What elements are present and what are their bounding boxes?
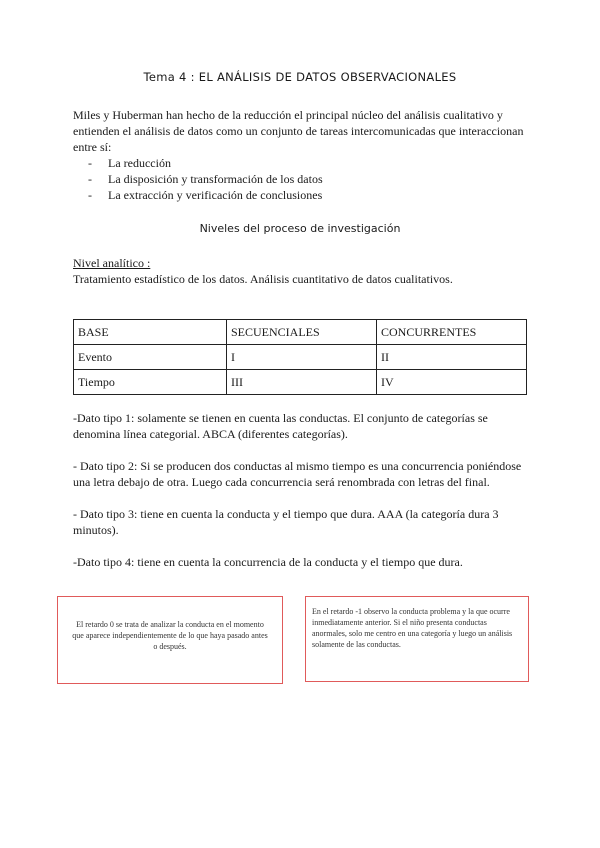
table-header-cell: BASE	[74, 320, 227, 345]
table-row	[74, 370, 527, 395]
intro-paragraph: Miles y Huberman han hecho de la reducción el principal núcleo del análisis cualitativo y entienden el análisis de datos como un conjunto de tareas intercomunicadas que interaccionan entre sí:	[73, 108, 524, 154]
note-box-retardo-0	[57, 596, 283, 684]
nivel-heading: Nivel analítico :	[73, 256, 151, 270]
list-dash: -	[88, 172, 92, 186]
list-item	[88, 155, 323, 171]
list-dash: -	[88, 156, 92, 170]
table-cell: Tiempo	[74, 370, 227, 395]
table-cell: IV	[377, 370, 527, 395]
list-item-text: La extracción y verificación de conclusiones	[108, 188, 323, 202]
list-item	[88, 171, 323, 187]
dato-tipo-4: -Dato tipo 4: tiene en cuenta la concurrencia de la conducta y el tiempo que dura.	[73, 555, 463, 569]
list-item-text: La reducción	[108, 156, 171, 170]
table-header-cell: SECUENCIALES	[227, 320, 377, 345]
table-cell: Evento	[74, 345, 227, 370]
dato-tipo-2: - Dato tipo 2: Si se producen dos conductas al mismo tiempo es una concurrencia poniéndose una letra debajo de otra. Luego cada concurrencia será renombrada con letras del final.	[73, 459, 522, 489]
table-row	[74, 345, 527, 370]
dato-tipo-3: - Dato tipo 3: tiene en cuenta la conducta y el tiempo que dura. AAA (la categoría dura 3 minutos).	[73, 507, 499, 537]
table-header-row	[74, 320, 527, 345]
table-cell: II	[377, 345, 527, 370]
note-text: En el retardo -1 observo la conducta problema y la que ocurre inmediatamente anterior. Si el niño presenta conductas anormales, solo me centro en una categoría y luego un análisis solamente de las conductas.	[312, 607, 513, 649]
nivel-text: Tratamiento estadístico de los datos. Análisis cuantitativo de datos cualitativos.	[73, 272, 453, 286]
page-title: Tema 4 : EL ANÁLISIS DE DATOS OBSERVACIONALES	[143, 70, 457, 84]
note-box-retardo-1	[305, 596, 529, 682]
section-subtitle: Niveles del proceso de investigación	[199, 222, 401, 235]
note-text: El retardo 0 se trata de analizar la conducta en el momento que aparece independientemente de lo que haya pasado antes o después.	[72, 620, 268, 651]
nivel-section	[73, 255, 533, 287]
dato-tipo-1: -Dato tipo 1: solamente se tienen en cuenta las conductas. El conjunto de categorías se denomina línea categorial. ABCA (diferentes categorías).	[73, 411, 488, 441]
table-cell: III	[227, 370, 377, 395]
task-list	[88, 155, 323, 203]
list-item	[88, 187, 323, 203]
table-header-cell: CONCURRENTES	[377, 320, 527, 345]
list-dash: -	[88, 188, 92, 202]
list-item-text: La disposición y transformación de los datos	[108, 172, 323, 186]
table-cell: I	[227, 345, 377, 370]
data-type-table	[73, 319, 527, 395]
